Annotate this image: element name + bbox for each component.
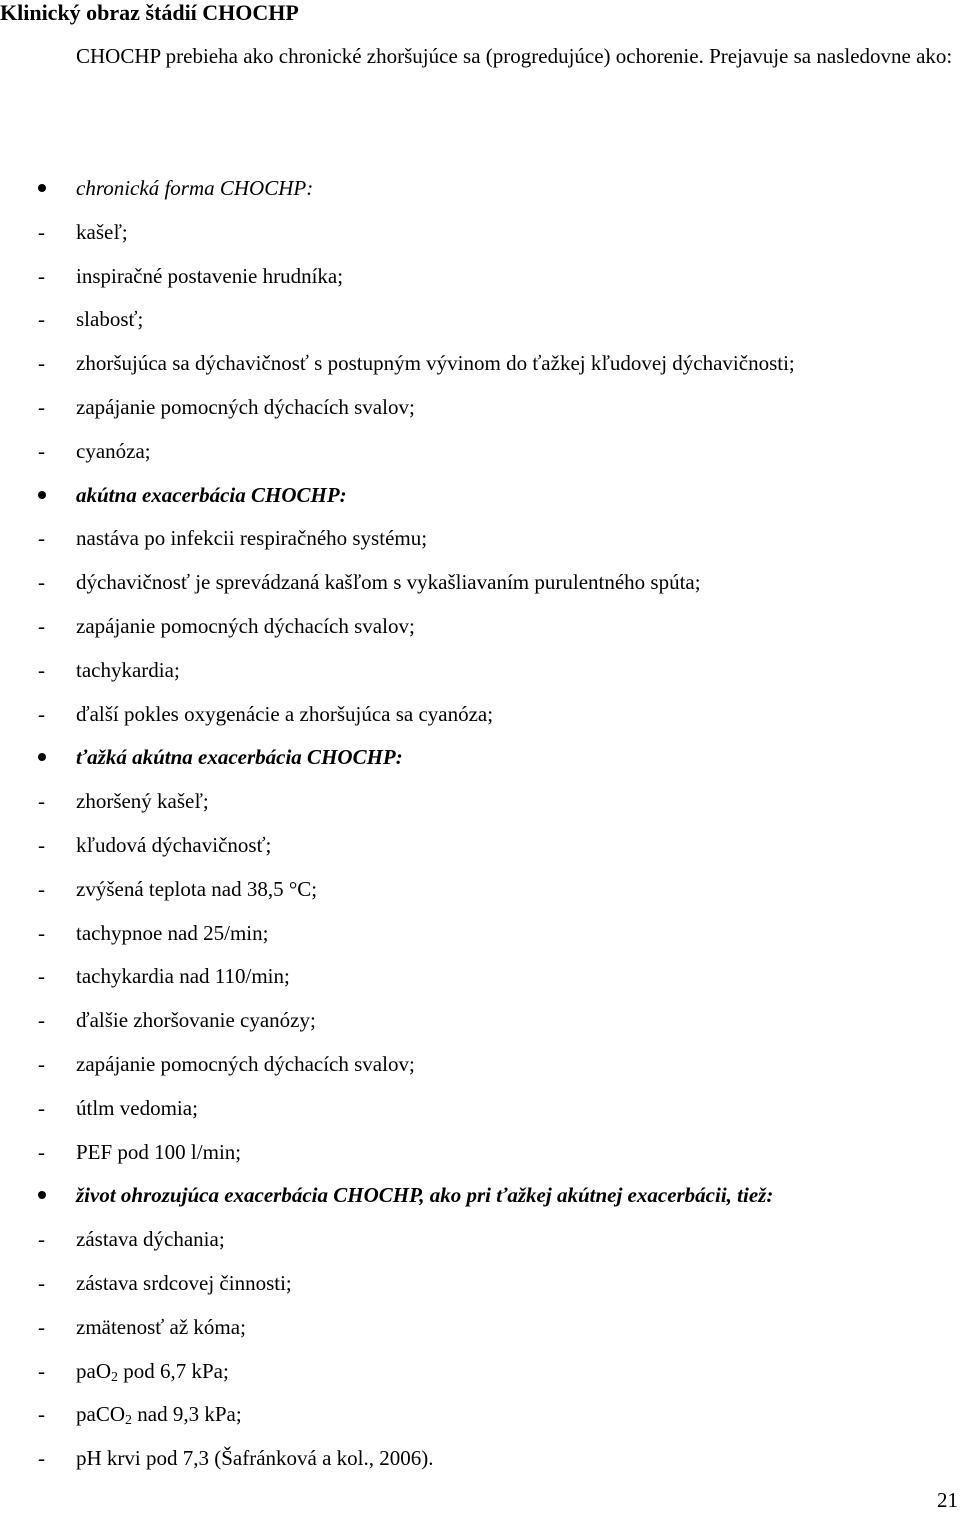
dash-marker: - xyxy=(38,876,45,901)
list-item-text: zmätenosť až kóma; xyxy=(76,1314,246,1339)
gas-prefix: pa xyxy=(76,1402,96,1427)
list-item xyxy=(0,1401,958,1445)
list-item-text: ďalšie zhoršovanie cyanózy; xyxy=(76,1008,316,1033)
list-item xyxy=(0,569,958,613)
gas-subscript: 2 xyxy=(125,1413,133,1429)
stage-header-chronic xyxy=(0,175,958,219)
intro-paragraph: CHOCHP prebieha ako chronické zhoršujúce sa (progredujúce) ochorenie. Prejavuje sa nasledovne ako: xyxy=(76,44,953,68)
list-item xyxy=(0,613,958,657)
list-item xyxy=(0,1270,958,1314)
list-item xyxy=(0,1314,958,1358)
list-item-text xyxy=(76,1401,242,1427)
list-item-text xyxy=(76,1358,229,1384)
dash-marker: - xyxy=(38,219,45,244)
list-item-text: zástava dýchania; xyxy=(76,1227,225,1252)
symptom-list xyxy=(0,175,958,1489)
list-item-text: ďalší pokles oxygenácie a zhoršujúca sa cyanóza; xyxy=(76,701,494,726)
gas-formula: CO xyxy=(95,1402,126,1427)
dash-marker: - xyxy=(38,1446,45,1471)
dash-marker: - xyxy=(38,1139,45,1164)
page-number: 21 xyxy=(937,1488,958,1512)
list-item-text: dýchavičnosť je sprevádzaná kašľom s vykašliavaním purulentného spúta; xyxy=(76,570,701,595)
dash-marker: - xyxy=(38,263,45,288)
list-item xyxy=(0,832,958,876)
list-item xyxy=(0,701,958,745)
dash-marker: - xyxy=(38,351,45,376)
list-item-text: tachykardia nad 110/min; xyxy=(76,964,290,989)
list-item-text: zástava srdcovej činnosti; xyxy=(76,1270,292,1295)
list-item-text: zhoršujúca sa dýchavičnosť s postupným vývinom do ťažkej kľudovej dýchavičnosti; xyxy=(76,351,795,376)
dash-marker: - xyxy=(38,394,45,419)
list-item xyxy=(0,1007,958,1051)
gas-prefix: pa xyxy=(76,1358,96,1383)
list-item-text: kľudová dýchavičnosť; xyxy=(76,832,272,857)
gas-formula: O xyxy=(95,1358,111,1383)
list-item xyxy=(0,394,958,438)
dash-marker: - xyxy=(38,920,45,945)
list-item-text: PEF pod 100 l/min; xyxy=(76,1139,242,1164)
stage-title: chronická forma CHOCHP: xyxy=(76,176,314,200)
dash-marker: - xyxy=(38,1270,45,1295)
list-item xyxy=(0,1051,958,1095)
bullet-icon xyxy=(38,491,46,499)
dash-marker: - xyxy=(38,307,45,332)
dash-marker: - xyxy=(38,1008,45,1033)
list-item-text: tachykardia; xyxy=(76,657,180,682)
dash-marker: - xyxy=(38,832,45,857)
list-item xyxy=(0,1358,958,1402)
list-item-text: tachypnoe nad 25/min; xyxy=(76,920,269,945)
dash-marker: - xyxy=(38,789,45,814)
stage-title: akútna exacerbácia CHOCHP: xyxy=(76,482,347,507)
section-heading: Klinický obraz štádií CHOCHP xyxy=(0,0,299,25)
list-item-text: zapájanie pomocných dýchacích svalov; xyxy=(76,613,415,638)
list-item xyxy=(0,219,958,263)
dash-marker: - xyxy=(38,570,45,595)
list-item-text: kašeľ; xyxy=(76,219,128,244)
gas-subscript: 2 xyxy=(111,1369,118,1385)
list-item-text: pH krvi pod 7,3 (Šafránková a kol., 2006). xyxy=(76,1446,434,1471)
dash-marker: - xyxy=(38,1314,45,1339)
list-item xyxy=(0,657,958,701)
dash-marker: - xyxy=(38,438,45,463)
list-item xyxy=(0,1095,958,1139)
list-item-text: zhoršený kašeľ; xyxy=(76,789,209,814)
stage-title: ťažká akútna exacerbácia CHOCHP: xyxy=(76,745,403,770)
list-item xyxy=(0,306,958,350)
dash-marker: - xyxy=(38,964,45,989)
dash-marker: - xyxy=(38,657,45,682)
bullet-icon xyxy=(38,1191,46,1199)
gas-value: pod 6,7 kPa; xyxy=(118,1358,229,1383)
dash-marker: - xyxy=(38,1051,45,1076)
list-item xyxy=(0,963,958,1007)
dash-marker: - xyxy=(38,1402,45,1427)
bullet-icon xyxy=(38,753,46,761)
dash-marker: - xyxy=(38,613,45,638)
list-item xyxy=(0,788,958,832)
list-item-text: inspiračné postavenie hrudníka; xyxy=(76,263,344,288)
list-item-text: zapájanie pomocných dýchacích svalov; xyxy=(76,394,415,419)
list-item xyxy=(0,920,958,964)
list-item xyxy=(0,350,958,394)
stage-header-acute xyxy=(0,482,958,526)
list-item-text: cyanóza; xyxy=(76,438,151,463)
dash-marker: - xyxy=(38,1227,45,1252)
list-item xyxy=(0,438,958,482)
dash-marker: - xyxy=(38,526,45,551)
list-item xyxy=(0,525,958,569)
list-item xyxy=(0,263,958,307)
gas-value: nad 9,3 kPa; xyxy=(132,1402,242,1427)
dash-marker: - xyxy=(38,1095,45,1120)
list-item xyxy=(0,1445,958,1489)
list-item xyxy=(0,1139,958,1183)
list-item-text: zvýšená teplota nad 38,5 °C; xyxy=(76,876,318,901)
stage-header-severe-acute xyxy=(0,744,958,788)
list-item-text: nastáva po infekcii respiračného systému; xyxy=(76,526,428,551)
dash-marker: - xyxy=(38,1358,45,1383)
bullet-icon xyxy=(38,184,46,192)
list-item-text: zapájanie pomocných dýchacích svalov; xyxy=(76,1051,415,1076)
list-item-text: útlm vedomia; xyxy=(76,1095,198,1120)
stage-header-life-threatening xyxy=(0,1182,958,1226)
dash-marker: - xyxy=(38,701,45,726)
list-item-text: slabosť; xyxy=(76,307,144,332)
list-item xyxy=(0,1226,958,1270)
list-item xyxy=(0,876,958,920)
stage-title: život ohrozujúca exacerbácia CHOCHP, ako pri ťažkej akútnej exacerbácii, tiež: xyxy=(76,1183,774,1208)
